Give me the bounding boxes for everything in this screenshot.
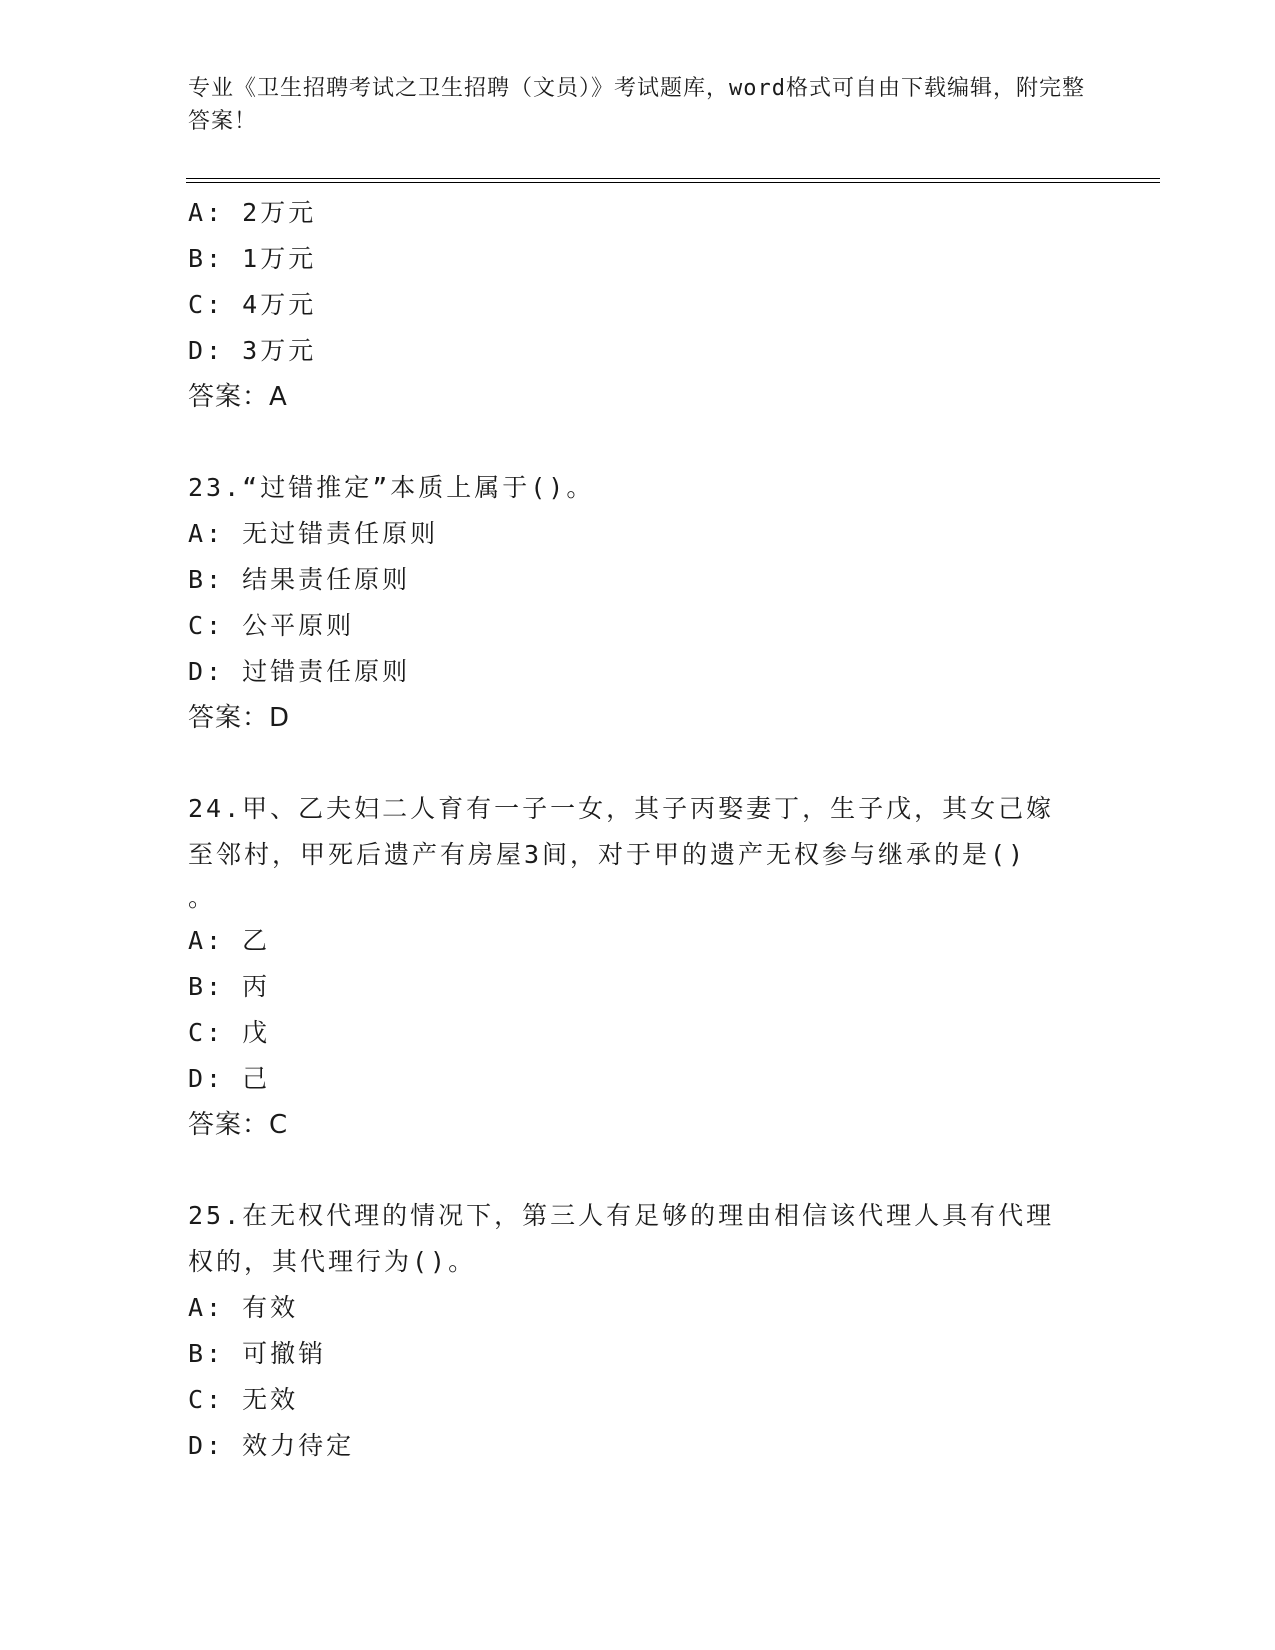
answer-label: 答案：A [188,382,288,412]
option-b: B: 可撤销 [188,1339,327,1368]
option-b: B: 1万元 [188,244,317,273]
option-d: D: 效力待定 [188,1431,355,1460]
question-block-23 [188,465,1088,741]
answer-label: 答案：C [188,1110,289,1140]
question-stem-line-3: 。 [188,883,217,912]
question-list [188,190,1088,1469]
option-c: C: 4万元 [188,290,317,319]
question-block-25 [188,1193,1088,1469]
answer-label: 答案：D [188,703,291,733]
option-d: D: 己 [188,1064,271,1093]
option-c: C: 无效 [188,1385,299,1414]
option-b: B: 丙 [188,972,271,1001]
option-a: A: 无过错责任原则 [188,519,439,548]
header-text: 专业《卫生招聘考试之卫生招聘（文员）》考试题库，word格式可自由下载编辑，附完整答案！ [188,76,1085,134]
option-c: C: 公平原则 [188,611,355,640]
document-header [188,72,1088,138]
option-b: B: 结果责任原则 [188,565,411,594]
question-block-24 [188,786,1088,1148]
question-stem: 23.“过错推定”本质上属于()。 [188,473,595,502]
question-stem-line-2: 权的，其代理行为()。 [188,1247,477,1276]
option-c: C: 戊 [188,1018,271,1047]
question-stem-line-1: 24.甲、乙夫妇二人育有一子一女，其子丙娶妻丁，生子戊，其女己嫁 [188,794,1055,823]
option-d: D: 3万元 [188,336,317,365]
option-a: A: 乙 [188,926,271,955]
header-divider-top [186,178,1160,179]
option-d: D: 过错责任原则 [188,657,411,686]
option-a: A: 2万元 [188,198,317,227]
question-block-22 [188,190,1088,420]
question-stem-line-1: 25.在无权代理的情况下，第三人有足够的理由相信该代理人具有代理 [188,1201,1055,1230]
header-divider-bottom [186,182,1160,183]
question-stem-line-2: 至邻村，甲死后遗产有房屋3间，对于甲的遗产无权参与继承的是() [188,840,1027,869]
option-a: A: 有效 [188,1293,299,1322]
